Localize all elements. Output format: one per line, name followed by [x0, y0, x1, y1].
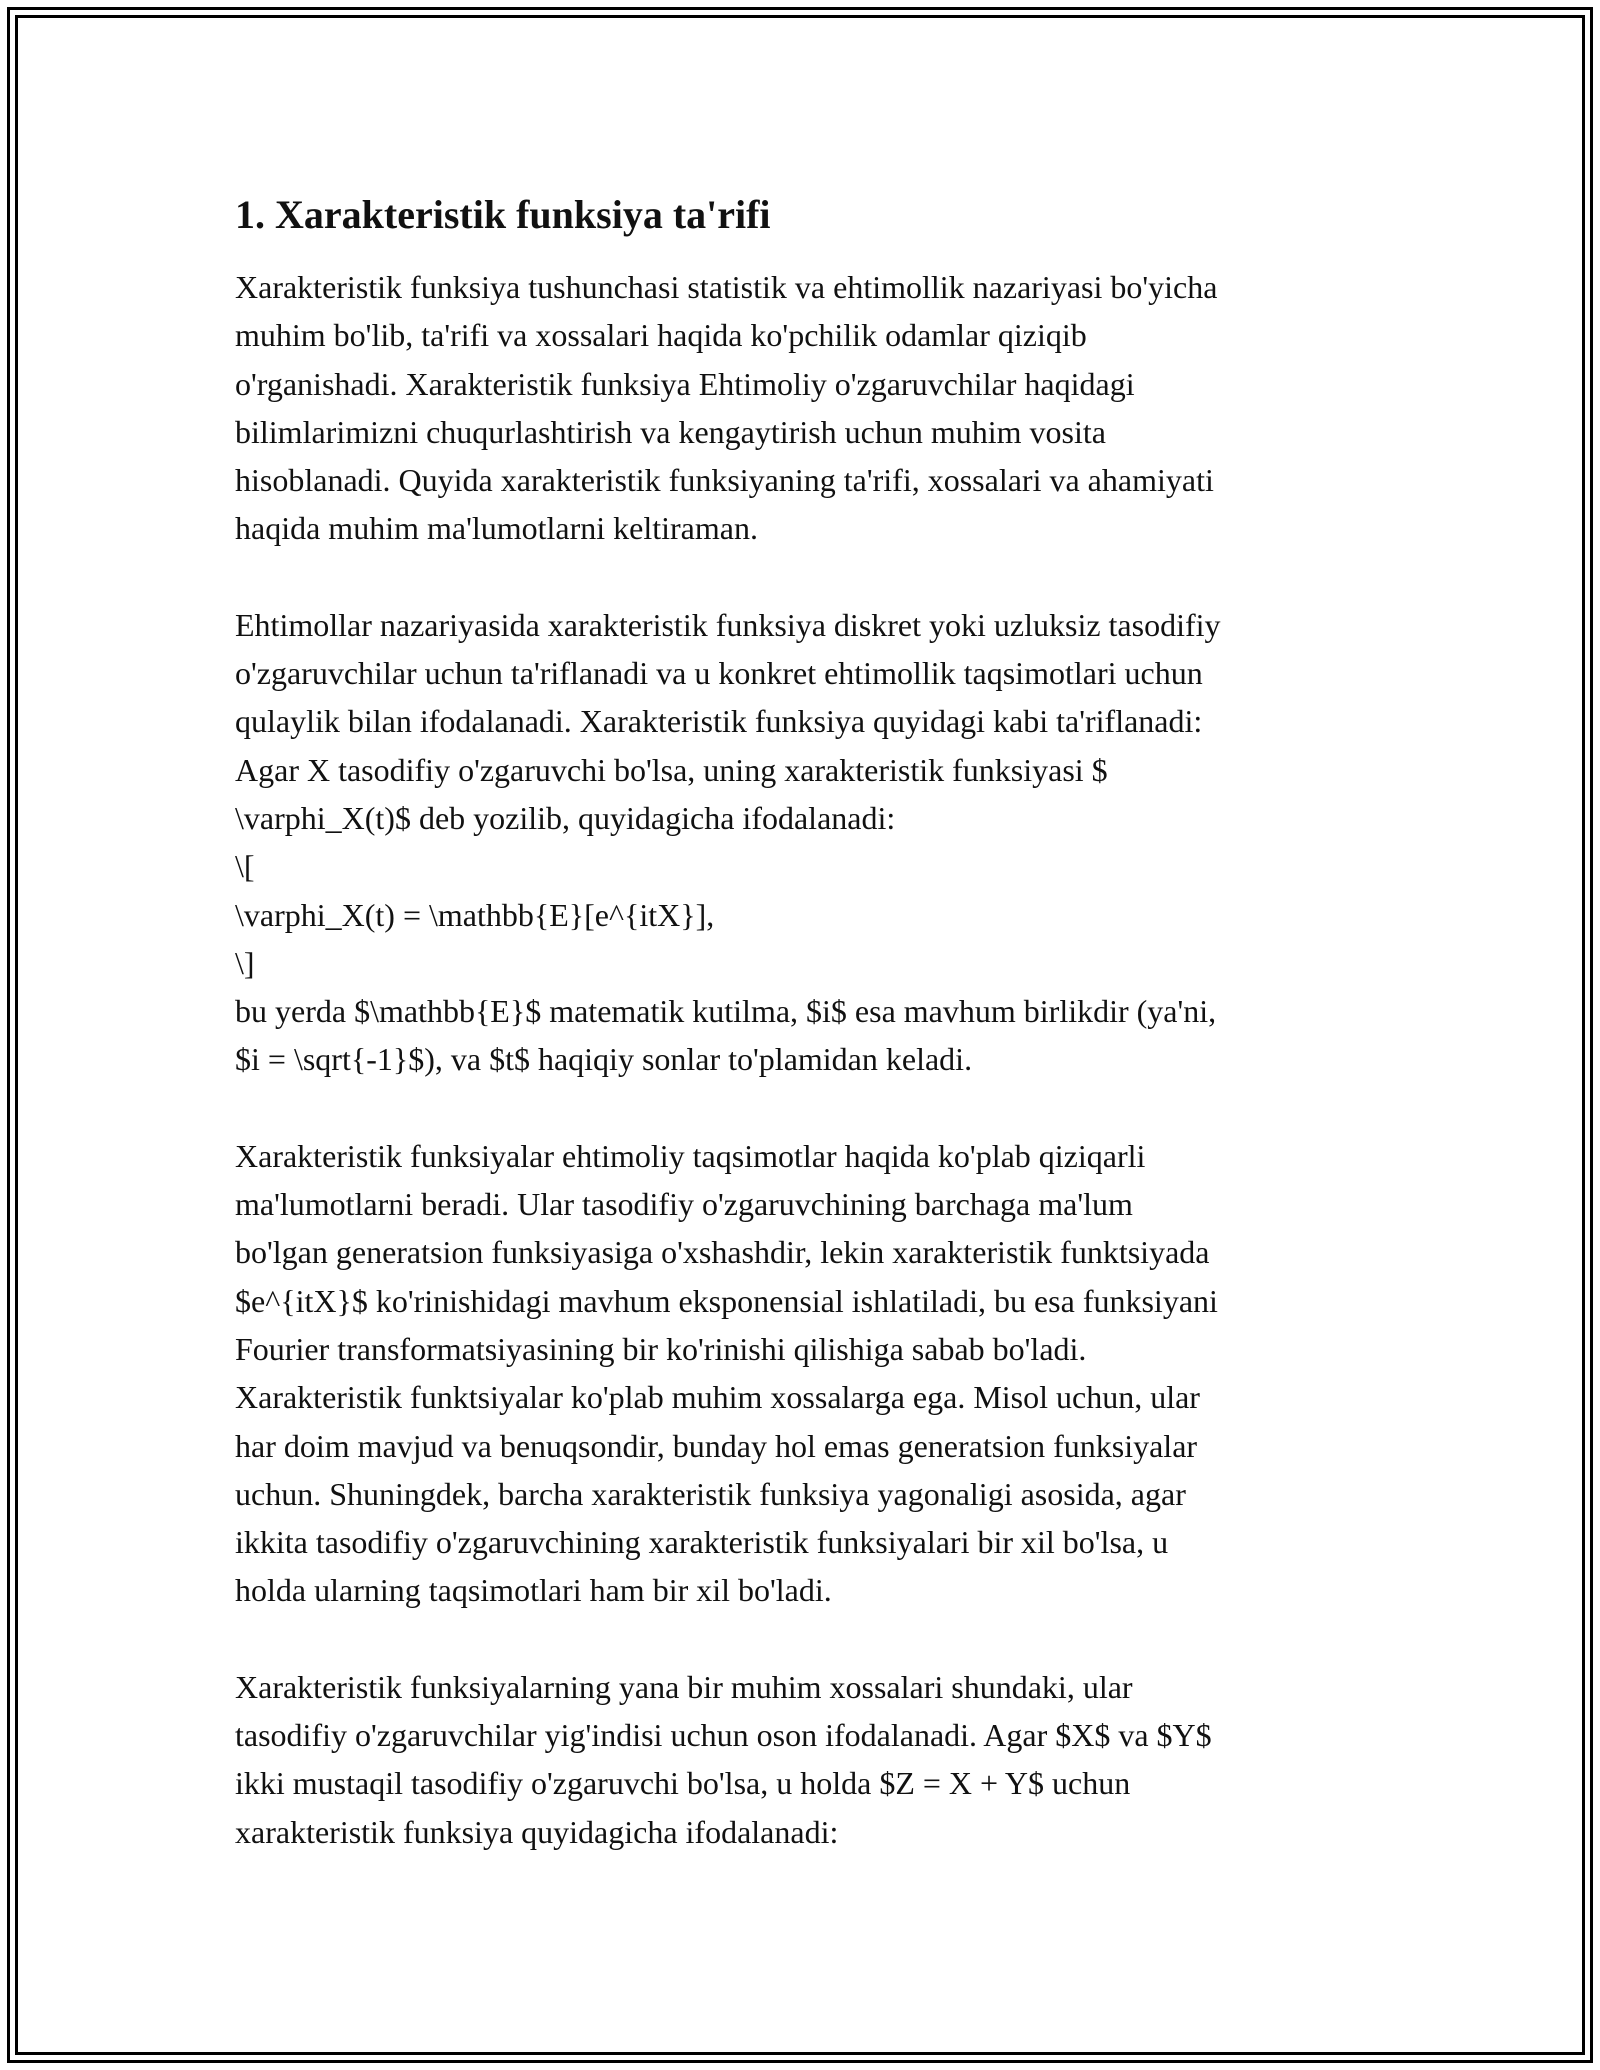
text-line: Fourier transformatsiyasining bir ko'rinishi qilishiga sabab bo'ladi. [235, 1330, 1087, 1367]
text-line: haqida muhim ma'lumotlarni keltiraman. [235, 510, 758, 547]
text-line: tasodifiy o'zgaruvchilar yig'indisi uchun oson ifodalanadi. Agar $X$ va $Y$ [235, 1717, 1212, 1754]
formula-open: \[ [235, 848, 255, 885]
text-line: \varphi_X(t)$ deb yozilib, quyidagicha ifodalanadi: [235, 799, 896, 836]
text-line: Ehtimollar nazariyasida xarakteristik funksiya diskret yoki uzluksiz tasodifiy [235, 606, 1221, 643]
formula-line: \varphi_X(t) = \mathbb{E}[e^{itX}], [235, 896, 715, 933]
text-line: $i = \sqrt{-1}$), va $t$ haqiqiy sonlar to'plamidan keladi. [235, 1041, 973, 1078]
text-line: ikkita tasodifiy o'zgaruvchining xarakteristik funksiyalari bir xil bo'lsa, u [235, 1524, 1169, 1561]
text-line: Xarakteristik funksiyalarning yana bir muhim xossalari shundaki, ular [235, 1668, 1133, 1705]
text-line: hisoblanadi. Quyida xarakteristik funksiyaning ta'rifi, xossalari va ahamiyati [235, 462, 1214, 499]
text-line: Xarakteristik funksiyalar ehtimoliy taqsimotlar haqida ko'plab qiziqarli [235, 1137, 1146, 1174]
text-line: muhim bo'lib, ta'rifi va xossalari haqida ko'pchilik odamlar qiziqib [235, 317, 1087, 354]
text-line: o'zgaruvchilar uchun ta'riflanadi va u konkret ehtimollik taqsimotlari uchun [235, 655, 1203, 692]
text-line: bo'lgan generatsion funksiyasiga o'xshashdir, lekin xarakteristik funktsiyada [235, 1234, 1210, 1271]
text-line: o'rganishadi. Xarakteristik funksiya Ehtimoliy o'zgaruvchilar haqidagi [235, 365, 1135, 402]
document-body [235, 188, 1385, 1904]
paragraph-definition [235, 601, 1385, 1084]
paragraph-properties [235, 1132, 1385, 1615]
paragraph-sum-property [235, 1663, 1385, 1856]
text-line: ma'lumotlarni beradi. Ular tasodifiy o'zgaruvchining barchaga ma'lum [235, 1186, 1133, 1223]
text-line: holda ularning taqsimotlari ham bir xil bo'ladi. [235, 1572, 832, 1609]
paragraph-intro [235, 263, 1385, 553]
text-line: Agar X tasodifiy o'zgaruvchi bo'lsa, uning xarakteristik funksiyasi $ [235, 751, 1108, 788]
text-line: xarakteristik funksiya quyidagicha ifodalanadi: [235, 1813, 839, 1850]
text-line: bilimlarimizni chuqurlashtirish va kengaytirish uchun muhim vosita [235, 413, 1106, 450]
text-line: ikki mustaqil tasodifiy o'zgaruvchi bo'lsa, u holda $Z = X + Y$ uchun [235, 1765, 1131, 1802]
text-line: Xarakteristik funktsiyalar ko'plab muhim xossalarga ega. Misol uchun, ular [235, 1379, 1200, 1416]
text-line: bu yerda $\mathbb{E}$ matematik kutilma, $i$ esa mavhum birlikdir (ya'ni, [235, 993, 1217, 1030]
formula-close: \] [235, 944, 255, 981]
section-heading: 1. Xarakteristik funksiya ta'rifi [235, 192, 771, 237]
text-line: Xarakteristik funksiya tushunchasi statistik va ehtimollik nazariyasi bo'yicha [235, 269, 1218, 305]
text-line: $e^{itX}$ ko'rinishidagi mavhum eksponensial ishlatiladi, bu esa funksiyani [235, 1282, 1218, 1319]
text-line: qulaylik bilan ifodalanadi. Xarakteristik funksiya quyidagi kabi ta'riflanadi: [235, 703, 1203, 740]
text-line: har doim mavjud va benuqsondir, bunday hol emas generatsion funksiyalar [235, 1427, 1198, 1464]
text-line: uchun. Shuningdek, barcha xarakteristik funksiya yagonaligi asosida, agar [235, 1475, 1186, 1512]
